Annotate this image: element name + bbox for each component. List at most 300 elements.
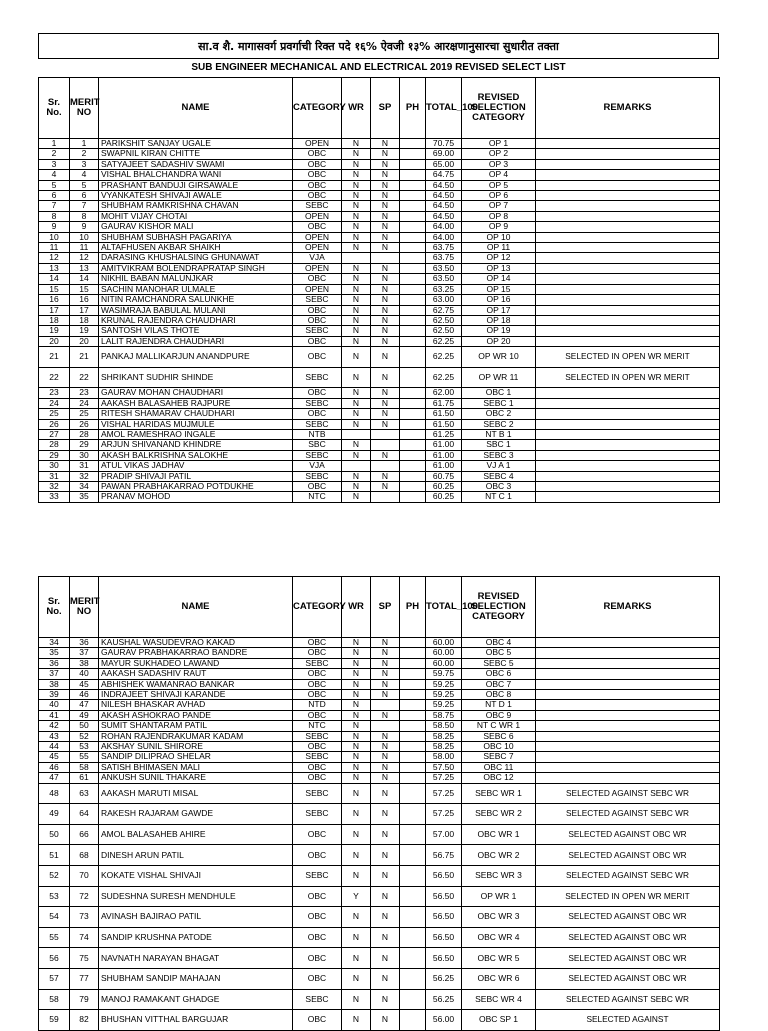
table-row (39, 690, 720, 700)
merit-no-cell: 10 (70, 232, 99, 242)
table-row (39, 742, 720, 752)
category-cell: SEBC (293, 752, 342, 762)
sr-no-cell: 12 (39, 253, 70, 263)
ph-cell (400, 742, 426, 752)
sp-cell: N (371, 742, 400, 752)
revised-category-cell: OP 20 (462, 336, 536, 346)
name-cell: ATUL VIKAS JADHAV (99, 461, 293, 471)
merit-no-cell: 70 (70, 866, 99, 887)
wr-cell: N (342, 492, 371, 502)
marathi-title: सा.व शै. मागासवर्ग प्रवर्गाची रिक्त पदे १६% ऐवजी १३% आरक्षणानुसारचा सुधारीत तक्ता (38, 33, 719, 59)
name-cell: KOKATE VISHAL SHIVAJI (99, 866, 293, 887)
category-cell: OPEN (293, 284, 342, 294)
sr-no-cell: 32 (39, 481, 70, 491)
merit-no-cell: 17 (70, 305, 99, 315)
revised-category-cell: SEBC 3 (462, 450, 536, 460)
name-cell: AMITVIKRAM BOLENDRAPRATAP SINGH (99, 263, 293, 273)
revised-category-cell: OP 12 (462, 253, 536, 263)
ph-cell (400, 481, 426, 491)
merit-no-cell: 6 (70, 191, 99, 201)
sr-no-cell: 38 (39, 679, 70, 689)
ph-cell (400, 461, 426, 471)
remarks-cell: SELECTED AGAINST SEBC WR (536, 989, 720, 1010)
remarks-cell (536, 492, 720, 502)
sp-cell: N (371, 969, 400, 990)
table-row (39, 326, 720, 336)
ph-cell (400, 752, 426, 762)
remarks-cell (536, 419, 720, 429)
remarks-cell: SELECTED AGAINST SEBC WR (536, 804, 720, 825)
total-cell: 56.25 (426, 989, 462, 1010)
sp-cell: N (371, 679, 400, 689)
sr-no-cell: 58 (39, 989, 70, 1010)
sr-no-cell: 36 (39, 658, 70, 668)
remarks-cell: SELECTED AGAINST SEBC WR (536, 783, 720, 804)
revised-category-cell: OP 2 (462, 149, 536, 159)
wr-cell: N (342, 481, 371, 491)
total-cell: 63.25 (426, 284, 462, 294)
table-row (39, 347, 720, 368)
ph-cell (400, 450, 426, 460)
name-cell: PRANAV MOHOD (99, 492, 293, 502)
wr-cell: N (342, 409, 371, 419)
revised-category-cell: OP 11 (462, 243, 536, 253)
sr-no-cell: 53 (39, 886, 70, 907)
revised-category-cell: OBC WR 6 (462, 969, 536, 990)
name-cell: SHRIKANT SUDHIR SHINDE (99, 367, 293, 388)
sr-no-cell: 5 (39, 180, 70, 190)
remarks-cell (536, 263, 720, 273)
name-cell: WASIMRAJA BABULAL MULANI (99, 305, 293, 315)
revised-category-cell: OBC 6 (462, 669, 536, 679)
wr-cell: N (342, 232, 371, 242)
total-cell: 60.25 (426, 481, 462, 491)
merit-no-cell: 50 (70, 721, 99, 731)
ph-cell (400, 773, 426, 783)
sp-cell (371, 721, 400, 731)
ph-cell (400, 347, 426, 368)
sr-no-cell: 1 (39, 139, 70, 149)
sr-no-cell: 26 (39, 419, 70, 429)
category-cell: OBC (293, 638, 342, 648)
table-row (39, 191, 720, 201)
remarks-cell (536, 180, 720, 190)
total-cell: 64.50 (426, 180, 462, 190)
merit-no-cell: 16 (70, 295, 99, 305)
name-cell: AKASH ASHOKRAO PANDE (99, 710, 293, 720)
total-cell: 56.50 (426, 927, 462, 948)
category-cell: OBC (293, 773, 342, 783)
remarks-cell (536, 679, 720, 689)
name-cell: ALTAFHUSEN AKBAR SHAIKH (99, 243, 293, 253)
remarks-cell (536, 669, 720, 679)
sr-no-cell: 50 (39, 824, 70, 845)
wr-cell: N (342, 450, 371, 460)
select-list-table-1 (38, 77, 720, 503)
sp-cell: N (371, 232, 400, 242)
revised-category-cell: OP 10 (462, 232, 536, 242)
name-cell: GAURAV MOHAN CHAUDHARI (99, 388, 293, 398)
ph-cell (400, 149, 426, 159)
sr-no-cell: 31 (39, 471, 70, 481)
category-cell: SEBC (293, 295, 342, 305)
ph-cell (400, 326, 426, 336)
category-cell: SEBC (293, 731, 342, 741)
merit-no-cell: 2 (70, 149, 99, 159)
revised-category-cell: NT C WR 1 (462, 721, 536, 731)
wr-cell: N (342, 638, 371, 648)
ph-cell (400, 211, 426, 221)
category-cell: OBC (293, 762, 342, 772)
sp-cell: N (371, 180, 400, 190)
name-cell: VYANKATESH SHIVAJI AWALE (99, 191, 293, 201)
merit-no-cell: 40 (70, 669, 99, 679)
sr-no-cell: 30 (39, 461, 70, 471)
ph-cell (400, 398, 426, 408)
revised-category-cell: OP 6 (462, 191, 536, 201)
category-cell: OBC (293, 710, 342, 720)
ph-cell (400, 845, 426, 866)
name-cell: AMOL RAMESHRAO INGALE (99, 429, 293, 439)
total-cell: 57.50 (426, 762, 462, 772)
revised-category-cell: OP 3 (462, 159, 536, 169)
remarks-cell (536, 336, 720, 346)
wr-cell: N (342, 139, 371, 149)
table-row (39, 989, 720, 1010)
remarks-cell (536, 284, 720, 294)
category-cell: OBC (293, 1010, 342, 1031)
category-cell: OPEN (293, 243, 342, 253)
merit-no-cell: 47 (70, 700, 99, 710)
sp-cell (371, 461, 400, 471)
name-cell: GAURAV PRABHAKARRAO BANDRE (99, 648, 293, 658)
name-cell: NITIN RAMCHANDRA SALUNKHE (99, 295, 293, 305)
total-cell: 62.75 (426, 305, 462, 315)
remarks-cell (536, 731, 720, 741)
wr-cell: N (342, 305, 371, 315)
ph-cell (400, 429, 426, 439)
table-row (39, 367, 720, 388)
sp-cell: N (371, 388, 400, 398)
revised-category-cell: SEBC 6 (462, 731, 536, 741)
category-cell: OBC (293, 180, 342, 190)
col-category: CATEGORY (293, 78, 342, 139)
ph-cell (400, 658, 426, 668)
name-cell: SANDIP KRUSHNA PATODE (99, 927, 293, 948)
table-row (39, 211, 720, 221)
col-wr: WR (342, 577, 371, 638)
merit-no-cell: 3 (70, 159, 99, 169)
wr-cell: N (342, 907, 371, 928)
wr-cell: N (342, 336, 371, 346)
ph-cell (400, 1010, 426, 1031)
total-cell: 60.00 (426, 638, 462, 648)
merit-no-cell: 4 (70, 170, 99, 180)
sp-cell: N (371, 222, 400, 232)
revised-category-cell: OP WR 1 (462, 886, 536, 907)
ph-cell (400, 388, 426, 398)
remarks-cell (536, 461, 720, 471)
total-cell: 59.25 (426, 679, 462, 689)
merit-no-cell: 15 (70, 284, 99, 294)
revised-category-cell: OBC 2 (462, 409, 536, 419)
ph-cell (400, 191, 426, 201)
total-cell: 69.00 (426, 149, 462, 159)
sr-no-cell: 8 (39, 211, 70, 221)
remarks-cell (536, 305, 720, 315)
table-header-row (39, 577, 720, 638)
table-row (39, 721, 720, 731)
revised-category-cell: OBC 1 (462, 388, 536, 398)
total-cell: 58.00 (426, 752, 462, 762)
wr-cell: N (342, 211, 371, 221)
sr-no-cell: 7 (39, 201, 70, 211)
name-cell: NIKHIL BABAN MALUNJKAR (99, 274, 293, 284)
name-cell: INDRAJEET SHIVAJI KARANDE (99, 690, 293, 700)
ph-cell (400, 824, 426, 845)
sp-cell: N (371, 419, 400, 429)
table-row (39, 783, 720, 804)
name-cell: PANKAJ MALLIKARJUN ANANDPURE (99, 347, 293, 368)
sp-cell (371, 440, 400, 450)
ph-cell (400, 866, 426, 887)
sr-no-cell: 56 (39, 948, 70, 969)
name-cell: GAURAV KISHOR MALI (99, 222, 293, 232)
name-cell: NAVNATH NARAYAN BHAGAT (99, 948, 293, 969)
revised-category-cell: OP 14 (462, 274, 536, 284)
table-row (39, 398, 720, 408)
remarks-cell (536, 409, 720, 419)
wr-cell: N (342, 471, 371, 481)
table-row (39, 824, 720, 845)
remarks-cell: SELECTED AGAINST (536, 1010, 720, 1031)
sp-cell: N (371, 481, 400, 491)
revised-category-cell: OP 19 (462, 326, 536, 336)
ph-cell (400, 948, 426, 969)
name-cell: ANKUSH SUNIL THAKARE (99, 773, 293, 783)
revised-category-cell: NT D 1 (462, 700, 536, 710)
total-cell: 63.00 (426, 295, 462, 305)
remarks-cell (536, 398, 720, 408)
total-cell: 62.00 (426, 388, 462, 398)
col-name: NAME (99, 577, 293, 638)
total-cell: 56.00 (426, 1010, 462, 1031)
ph-cell (400, 367, 426, 388)
name-cell: RITESH SHAMARAV CHAUDHARI (99, 409, 293, 419)
ph-cell (400, 804, 426, 825)
wr-cell: N (342, 180, 371, 190)
category-cell: OBC (293, 159, 342, 169)
name-cell: MANOJ RAMAKANT GHADGE (99, 989, 293, 1010)
sp-cell (371, 492, 400, 502)
table-row (39, 731, 720, 741)
ph-cell (400, 710, 426, 720)
remarks-cell: SELECTED AGAINST OBC WR (536, 907, 720, 928)
table-row (39, 492, 720, 502)
merit-no-cell: 72 (70, 886, 99, 907)
sr-no-cell: 10 (39, 232, 70, 242)
table-row (39, 305, 720, 315)
sr-no-cell: 9 (39, 222, 70, 232)
ph-cell (400, 232, 426, 242)
wr-cell (342, 461, 371, 471)
sr-no-cell: 20 (39, 336, 70, 346)
sr-no-cell: 35 (39, 648, 70, 658)
remarks-cell (536, 700, 720, 710)
revised-category-cell: SEBC WR 2 (462, 804, 536, 825)
remarks-cell (536, 315, 720, 325)
remarks-cell: SELECTED IN OPEN WR MERIT (536, 367, 720, 388)
wr-cell (342, 253, 371, 263)
category-cell: SEBC (293, 989, 342, 1010)
sr-no-cell: 42 (39, 721, 70, 731)
table-row (39, 336, 720, 346)
merit-no-cell: 35 (70, 492, 99, 502)
table-row (39, 638, 720, 648)
sr-no-cell: 23 (39, 388, 70, 398)
merit-no-cell: 7 (70, 201, 99, 211)
sp-cell: N (371, 170, 400, 180)
remarks-cell (536, 295, 720, 305)
category-cell: VJA (293, 253, 342, 263)
sp-cell: N (371, 886, 400, 907)
ph-cell (400, 159, 426, 169)
wr-cell: N (342, 201, 371, 211)
category-cell: SEBC (293, 367, 342, 388)
sr-no-cell: 41 (39, 710, 70, 720)
remarks-cell (536, 149, 720, 159)
sr-no-cell: 37 (39, 669, 70, 679)
table-row (39, 232, 720, 242)
category-cell: SEBC (293, 419, 342, 429)
revised-category-cell: SEBC 4 (462, 471, 536, 481)
sr-no-cell: 11 (39, 243, 70, 253)
sp-cell: N (371, 783, 400, 804)
ph-cell (400, 284, 426, 294)
revised-category-cell: SBC 1 (462, 440, 536, 450)
total-cell: 62.25 (426, 367, 462, 388)
ph-cell (400, 886, 426, 907)
name-cell: AMOL BALASAHEB AHIRE (99, 824, 293, 845)
remarks-cell (536, 762, 720, 772)
col-sr: Sr. No. (39, 78, 70, 139)
sr-no-cell: 25 (39, 409, 70, 419)
table-row (39, 471, 720, 481)
revised-category-cell: SEBC 7 (462, 752, 536, 762)
ph-cell (400, 253, 426, 263)
col-wr: WR (342, 78, 371, 139)
name-cell: ROHAN RAJENDRAKUMAR KADAM (99, 731, 293, 741)
category-cell: OBC (293, 222, 342, 232)
revised-category-cell: SEBC 2 (462, 419, 536, 429)
sp-cell: N (371, 658, 400, 668)
name-cell: PRADIP SHIVAJI PATIL (99, 471, 293, 481)
merit-no-cell: 61 (70, 773, 99, 783)
remarks-cell (536, 326, 720, 336)
table-row (39, 658, 720, 668)
wr-cell: N (342, 367, 371, 388)
table-row (39, 274, 720, 284)
name-cell: AKASH BALKRISHNA SALOKHE (99, 450, 293, 460)
sp-cell (371, 253, 400, 263)
remarks-cell (536, 429, 720, 439)
revised-category-cell: OP 13 (462, 263, 536, 273)
category-cell: OBC (293, 409, 342, 419)
revised-category-cell: OP 1 (462, 139, 536, 149)
revised-category-cell: OBC WR 4 (462, 927, 536, 948)
revised-category-cell: OP 17 (462, 305, 536, 315)
wr-cell: N (342, 762, 371, 772)
sp-cell: N (371, 471, 400, 481)
table-row (39, 139, 720, 149)
table-row (39, 419, 720, 429)
name-cell: SHUBHAM SANDIP MAHAJAN (99, 969, 293, 990)
wr-cell: N (342, 690, 371, 700)
revised-category-cell: OP 7 (462, 201, 536, 211)
merit-no-cell: 55 (70, 752, 99, 762)
remarks-cell: SELECTED IN OPEN WR MERIT (536, 347, 720, 368)
sr-no-cell: 22 (39, 367, 70, 388)
name-cell: SANDIP DILIPRAO SHELAR (99, 752, 293, 762)
sp-cell: N (371, 211, 400, 221)
wr-cell: N (342, 710, 371, 720)
table-row (39, 866, 720, 887)
category-cell: SEBC (293, 326, 342, 336)
revised-category-cell: OP 18 (462, 315, 536, 325)
wr-cell: N (342, 347, 371, 368)
total-cell: 63.50 (426, 274, 462, 284)
ph-cell (400, 927, 426, 948)
name-cell: AAKASH MARUTI MISAL (99, 783, 293, 804)
total-cell: 56.50 (426, 907, 462, 928)
sr-no-cell: 51 (39, 845, 70, 866)
ph-cell (400, 969, 426, 990)
table-row (39, 315, 720, 325)
wr-cell: N (342, 1010, 371, 1031)
name-cell: AVINASH BAJIRAO PATIL (99, 907, 293, 928)
wr-cell: N (342, 669, 371, 679)
revised-category-cell: OP 8 (462, 211, 536, 221)
name-cell: LALIT RAJENDRA CHAUDHARI (99, 336, 293, 346)
category-cell: OPEN (293, 232, 342, 242)
merit-no-cell: 31 (70, 461, 99, 471)
ph-cell (400, 263, 426, 273)
wr-cell: N (342, 315, 371, 325)
name-cell: SUMIT SHANTARAM PATIL (99, 721, 293, 731)
total-cell: 59.25 (426, 690, 462, 700)
revised-category-cell: OBC WR 1 (462, 824, 536, 845)
category-cell: NTC (293, 721, 342, 731)
table-row (39, 886, 720, 907)
sp-cell: N (371, 284, 400, 294)
category-cell: VJA (293, 461, 342, 471)
sr-no-cell: 47 (39, 773, 70, 783)
merit-no-cell: 38 (70, 658, 99, 668)
wr-cell: N (342, 804, 371, 825)
revised-category-cell: OBC 5 (462, 648, 536, 658)
ph-cell (400, 139, 426, 149)
remarks-cell (536, 211, 720, 221)
sr-no-cell: 2 (39, 149, 70, 159)
wr-cell: N (342, 222, 371, 232)
merit-no-cell: 79 (70, 989, 99, 1010)
wr-cell (342, 429, 371, 439)
name-cell: ABHISHEK WAMANRAO BANKAR (99, 679, 293, 689)
sp-cell: N (371, 845, 400, 866)
category-cell: OBC (293, 347, 342, 368)
category-cell: SEBC (293, 450, 342, 460)
revised-category-cell: OBC 4 (462, 638, 536, 648)
